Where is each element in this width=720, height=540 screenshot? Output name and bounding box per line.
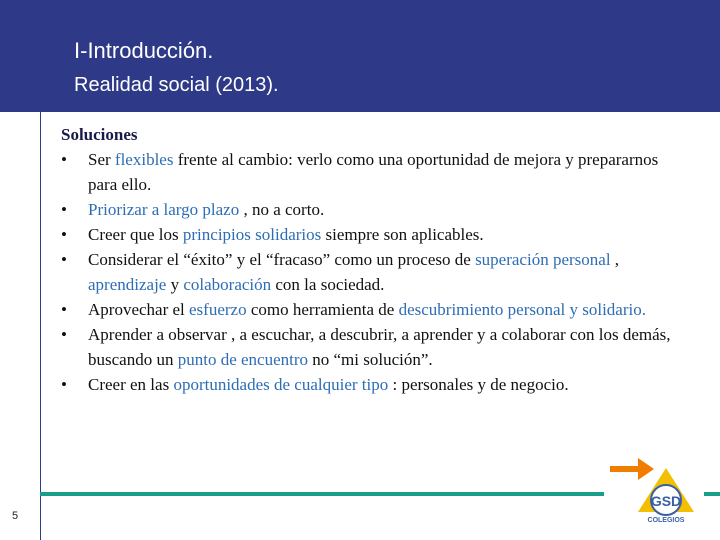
logo-letters: GSD [650, 493, 682, 509]
bullet-text: Creer en las [88, 375, 174, 394]
bullet-item [61, 147, 671, 197]
bullet-text: no “mi solución”. [308, 350, 433, 369]
bullet-item [61, 372, 671, 397]
bullet-text: con la sociedad. [271, 275, 385, 294]
bullet-marker: • [61, 300, 67, 319]
bullet-text: Creer que los [88, 225, 183, 244]
bullet-list [61, 147, 671, 397]
slide-body [61, 122, 671, 397]
footer-bar-right [704, 492, 720, 496]
highlighted-text: principios solidarios [182, 225, 322, 244]
bullet-marker: • [61, 375, 67, 394]
colegios-logo [636, 466, 696, 526]
left-divider [40, 112, 41, 540]
bullet-text: Aprender a observar , a escuchar, a descubrir, a aprender y a colaborar con los demás, buscando un [88, 325, 671, 369]
bullet-text: : personales y de negocio. [388, 375, 569, 394]
highlighted-text: oportunidades de cualquier tipo [173, 375, 389, 394]
section-heading: Soluciones [61, 125, 138, 144]
bullet-text: Aprovechar el [88, 300, 190, 319]
slide-subtitle: Realidad social (2013). [74, 74, 279, 96]
highlighted-text: Priorizar a largo plazo [88, 200, 240, 219]
highlighted-text: flexibles [114, 150, 174, 169]
bullet-text: , [610, 250, 620, 269]
page-number: 5 [12, 510, 19, 522]
bullet-item [61, 322, 671, 372]
bullet-marker: • [61, 325, 67, 344]
bullet-item [61, 222, 671, 247]
slide-header [0, 0, 720, 112]
footer-bar-left [40, 492, 604, 496]
bullet-item [61, 247, 671, 297]
bullet-text: como herramienta de [246, 300, 399, 319]
bullet-text: siempre son aplicables. [321, 225, 484, 244]
bullet-marker: • [61, 150, 67, 169]
bullet-marker: • [61, 225, 67, 244]
logo-caption: COLEGIOS [647, 517, 685, 524]
bullet-text: Considerar el “éxito” y el “fracaso” como un proceso de [88, 250, 476, 269]
bullet-item [61, 297, 671, 322]
highlighted-text: colaboración [183, 275, 272, 294]
bullet-marker: • [61, 250, 67, 269]
highlighted-text: aprendizaje [88, 275, 167, 294]
bullet-text: frente al cambio: verlo como una oportunidad de mejora y prepararnos para ello. [88, 150, 659, 194]
bullet-item [61, 197, 671, 222]
bullet-text: , no a corto. [239, 200, 325, 219]
highlighted-text: superación personal [475, 250, 611, 269]
bullet-marker: • [61, 200, 67, 219]
slide-title: I-Introducción. [74, 38, 214, 63]
highlighted-text: esfuerzo [189, 300, 247, 319]
bullet-text: y [166, 275, 184, 294]
highlighted-text: descubrimiento personal y solidario. [398, 300, 646, 319]
bullet-text: Ser [88, 150, 115, 169]
highlighted-text: punto de encuentro [177, 350, 309, 369]
